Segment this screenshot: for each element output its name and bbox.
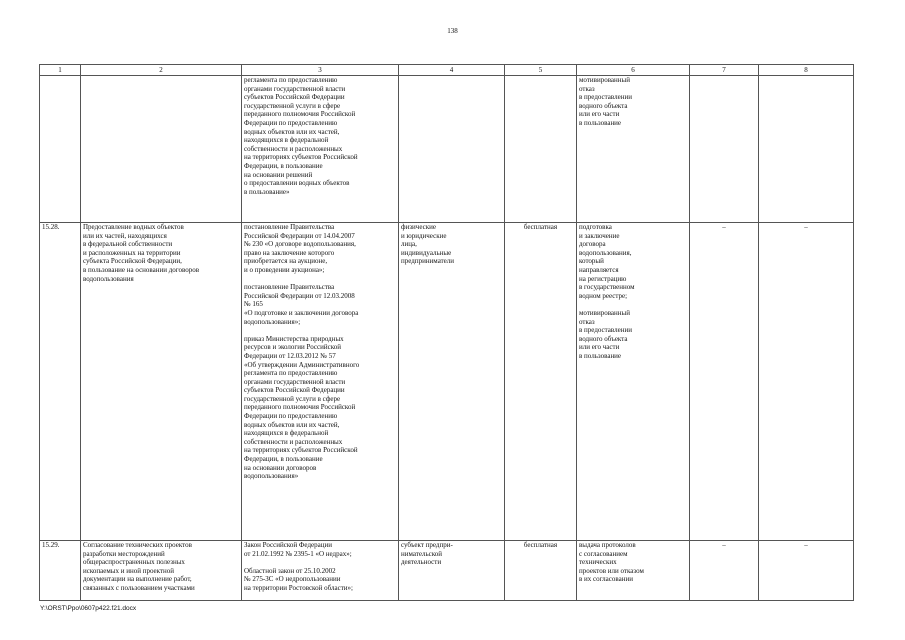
legal-basis-cell: Закон Российской Федерации от 21.02.1992 № 2395-1 «О недрах»; Областной закон от 25.10.2002 № 275-ЗС «О недропользовании на территории Ростовской области»; xyxy=(242,541,399,601)
services-table xyxy=(39,64,854,601)
table-row xyxy=(40,223,854,541)
result-cell: мотивированный отказ в предоставлении водного объекта или его части в пользование xyxy=(577,76,690,223)
page-number: 138 xyxy=(447,27,458,35)
price-cell: бесплатная xyxy=(505,541,577,601)
legal-basis-cell: постановление Правительства Российской Федерации от 14.04.2007 № 230 «О договоре водопользования, право на заключение которого приобретается на аукционе, и о проведении аукциона»; постановление Правительства Российской Федерации от 12.03.2008 № 165 «О подготовке и заключении договора водопользования»; приказ Министерства природных ресурсов и экологии Российской Федерации от 12.03.2012 № 57 «Об утверждении Административного регламента по предоставлению органами государственной власти субъектов Российской Федерации государственной услуги в сфере переданного полномочия Российской Федерации по предоставлению водных объектов или их частей, находящихся в федеральной собственности и расположенных на территориях субъектов Российской Федерации, в пользование на основании договоров водопользования» xyxy=(242,223,399,541)
col7-cell xyxy=(690,76,759,223)
column-number-row xyxy=(40,65,854,76)
service-name-cell xyxy=(81,76,242,223)
col8-cell xyxy=(759,76,854,223)
applicants-cell: субъект предпри- нимательской деятельности xyxy=(399,541,505,601)
col8-cell: – xyxy=(759,223,854,541)
col8-cell: – xyxy=(759,541,854,601)
table-row xyxy=(40,541,854,601)
table-row xyxy=(40,76,854,223)
row-number-cell xyxy=(40,76,81,223)
legal-basis-cell: регламента по предоставлению органами государственной власти субъектов Российской Федерации государственной услуги в сфере переданного полномочия Российской Федерации по предоставлению водных объектов или их частей, находящихся в федеральной собственности и расположенных на территориях субъектов Российской Федерации, в пользование на основании решений о предоставлении водных объектов в пользование» xyxy=(242,76,399,223)
column-header: 6 xyxy=(577,65,690,76)
column-header: 3 xyxy=(242,65,399,76)
col7-cell: – xyxy=(690,223,759,541)
price-cell: бесплатная xyxy=(505,223,577,541)
result-cell: подготовка и заключение договора водопользования, который направляется на регистрацию в государственном водном реестре; мотивированный отказ в предоставлении водного объекта или его части в пользование xyxy=(577,223,690,541)
column-header: 2 xyxy=(81,65,242,76)
column-header: 5 xyxy=(505,65,577,76)
column-header: 4 xyxy=(399,65,505,76)
column-header: 8 xyxy=(759,65,854,76)
applicants-cell xyxy=(399,76,505,223)
file-path-footer: Y:\ORST\Ppo\0607p422.f21.docx xyxy=(40,605,137,612)
column-header: 1 xyxy=(40,65,81,76)
service-name-cell: Согласование технических проектов разработки месторождений общераспространенных полезных ископаемых и иной проектной документации на выполнение работ, связанных с пользованием участками xyxy=(81,541,242,601)
row-number-cell: 15.29. xyxy=(40,541,81,601)
applicants-cell: физические и юридические лица, индивидуальные предприниматели xyxy=(399,223,505,541)
price-cell xyxy=(505,76,577,223)
service-name-cell: Предоставление водных объектов или их частей, находящихся в федеральной собственности и расположенных на территории субъекта Российской Федерации, в пользование на основании договоров водопользования xyxy=(81,223,242,541)
column-header: 7 xyxy=(690,65,759,76)
col7-cell: – xyxy=(690,541,759,601)
row-number-cell: 15.28. xyxy=(40,223,81,541)
result-cell: выдача протоколов с согласованием технических проектов или отказом в их согласовании xyxy=(577,541,690,601)
